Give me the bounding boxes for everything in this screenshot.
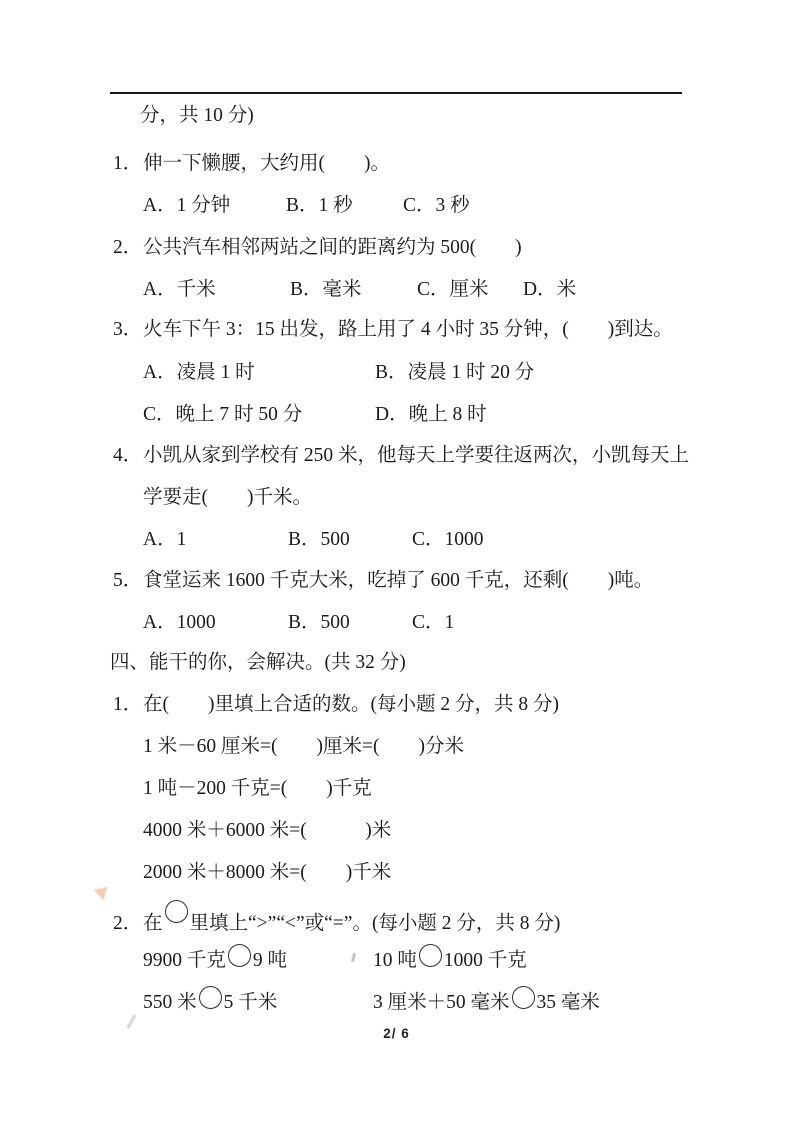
question-1 [113, 151, 390, 177]
fill-line-2: 1 吨－200 千克=( )千克 [143, 778, 372, 799]
section4-question-2-number: 2． [113, 913, 143, 934]
question-1-option-b: B．1 秒 [286, 195, 353, 216]
question-2-option-a: A．千米 [143, 279, 216, 300]
comparison-3 [143, 986, 277, 1016]
comparison-2-left: 10 吨 [373, 950, 417, 971]
question-4-option-b: B．500 [288, 529, 350, 550]
question-3-stem: 火车下午 3：15 出发，路上用了 4 小时 35 分钟，( )到达。 [143, 319, 673, 340]
section4-question-2-stem-suffix: 里填上“>”“<”或“=”。(每小题 2 分，共 8 分) [189, 913, 561, 934]
question-5-option-a: A．1000 [143, 612, 216, 633]
question-4-option-a: A．1 [143, 529, 187, 550]
question-5-option-c: C．1 [412, 612, 455, 633]
comparison-4-right: 35 毫米 [536, 992, 600, 1013]
question-2 [113, 235, 522, 261]
comparison-4 [373, 986, 600, 1016]
section4-question-1-number: 1． [113, 694, 143, 715]
question-3-number: 3． [113, 319, 143, 340]
comparison-2 [373, 944, 527, 974]
question-1-option-a: A．1 分钟 [143, 195, 231, 216]
score-fragment: 分，共 10 分) [140, 105, 254, 126]
question-1-stem: 伸一下懒腰，大约用( )。 [143, 153, 390, 174]
compare-circle-icon [199, 986, 222, 1009]
fill-line-1: 1 米－60 厘米=( )厘米=( )分米 [143, 736, 464, 757]
question-1-number: 1． [113, 153, 143, 174]
page-number: 2/ 6 [383, 1026, 410, 1041]
question-2-option-b: B．毫米 [290, 279, 362, 300]
question-3-option-b: B．凌晨 1 时 20 分 [375, 362, 535, 383]
question-2-number: 2． [113, 237, 143, 258]
question-4 [113, 443, 689, 469]
comparison-4-left: 3 厘米＋50 毫米 [373, 992, 510, 1013]
header-divider [110, 92, 682, 94]
question-5-option-b: B．500 [288, 612, 350, 633]
scan-artifact [351, 953, 356, 962]
question-2-option-d: D．米 [523, 279, 577, 300]
scan-artifact [94, 882, 112, 900]
section4-question-1-stem: 在( )里填上合适的数。(每小题 2 分，共 8 分) [143, 694, 559, 715]
section4-question-2-stem-prefix: 在 [143, 913, 163, 934]
question-4-stem-line2: 学要走( )千米。 [143, 487, 312, 508]
comparison-1-right: 9 吨 [252, 950, 288, 971]
comparison-2-right: 1000 千克 [443, 950, 527, 971]
question-5-stem: 食堂运来 1600 千克大米，吃掉了 600 千克，还剩( )吨。 [143, 570, 654, 591]
question-1-option-c: C．3 秒 [403, 195, 470, 216]
comparison-3-left: 550 米 [143, 992, 197, 1013]
compare-circle-icon [165, 900, 188, 923]
compare-circle-icon [419, 944, 442, 967]
compare-circle-icon [512, 986, 535, 1009]
question-3 [113, 317, 673, 343]
question-3-option-a: A．凌晨 1 时 [143, 362, 255, 383]
question-2-stem: 公共汽车相邻两站之间的距离约为 500( ) [143, 237, 522, 258]
question-4-number: 4． [113, 445, 143, 466]
question-4-stem-line1: 小凯从家到学校有 250 米，他每天上学要往返两次，小凯每天上 [143, 445, 690, 466]
question-5-number: 5． [113, 570, 143, 591]
comparison-3-right: 5 千米 [223, 992, 278, 1013]
question-4-option-c: C．1000 [412, 529, 484, 550]
section4-question-2 [113, 900, 560, 937]
fill-line-3: 4000 米＋6000 米=( )米 [143, 820, 392, 841]
question-5 [113, 568, 653, 594]
fill-line-4: 2000 米＋8000 米=( )千米 [143, 862, 392, 883]
comparison-1 [143, 944, 287, 974]
question-3-option-d: D．晚上 8 时 [375, 404, 487, 425]
section-4-heading: 四、能干的你，会解决。(共 32 分) [110, 652, 406, 673]
question-2-option-c: C．厘米 [417, 279, 489, 300]
compare-circle-icon [228, 944, 251, 967]
comparison-1-left: 9900 千克 [143, 950, 226, 971]
question-3-option-c: C．晚上 7 时 50 分 [143, 404, 303, 425]
section4-question-1 [113, 692, 559, 718]
